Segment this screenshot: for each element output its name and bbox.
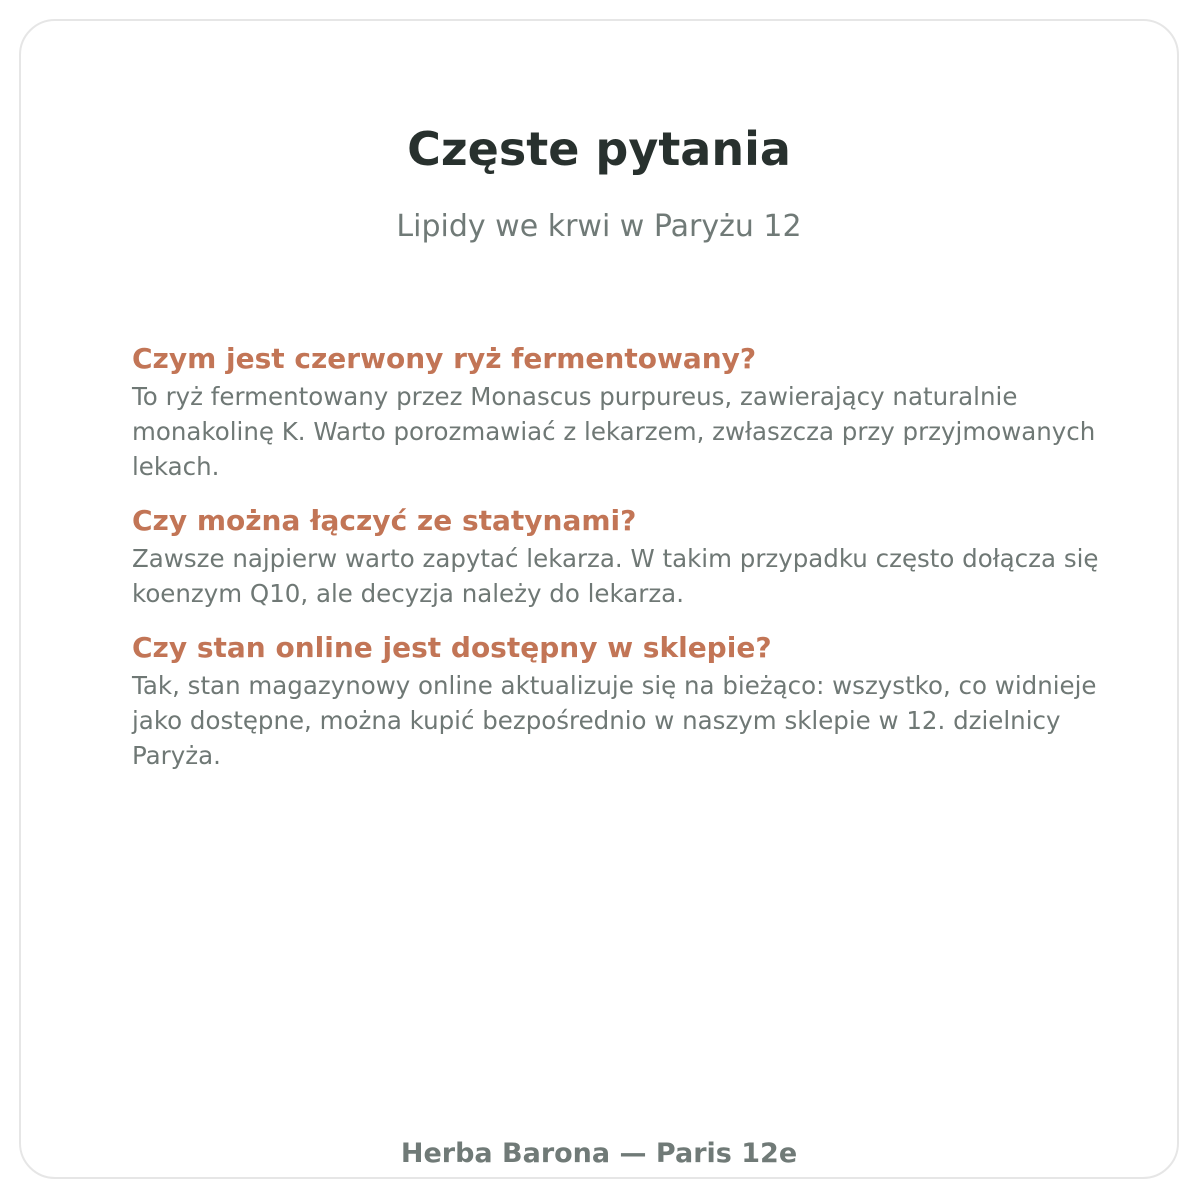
- page-subtitle: Lipidy we krwi w Paryżu 12: [396, 209, 802, 244]
- faq-question: Czy można łączyć ze statynami?: [132, 504, 637, 537]
- footer-brand: Herba Barona — Paris 12e: [400, 1138, 798, 1169]
- faq-answer: Zawsze najpierw warto zapytać lekarza. W takim przypadku często dołącza się koenzym Q10, ale decyzja należy do lekarza.: [132, 544, 1099, 608]
- page-title: Częste pytania: [407, 122, 791, 176]
- faq-card: [19, 19, 1179, 1179]
- faq-question: Czy stan online jest dostępny w sklepie?: [132, 631, 772, 664]
- faq-question: Czym jest czerwony ryż fermentowany?: [132, 342, 757, 375]
- faq-answer: To ryż fermentowany przez Monascus purpureus, zawierający naturalnie monakolinę K. Warto porozmawiać z lekarzem, zwłaszcza przy przyjmowanych lekach.: [132, 382, 1096, 481]
- faq-answer: Tak, stan magazynowy online aktualizuje się na bieżąco: wszystko, co widnieje jako dostępne, można kupić bezpośrednio w naszym sklepie w 12. dzielnicy Paryża.: [132, 671, 1097, 770]
- faq-item: [132, 339, 1122, 484]
- faq-list: [132, 339, 1122, 790]
- faq-item: [132, 501, 1122, 611]
- faq-item: [132, 628, 1122, 773]
